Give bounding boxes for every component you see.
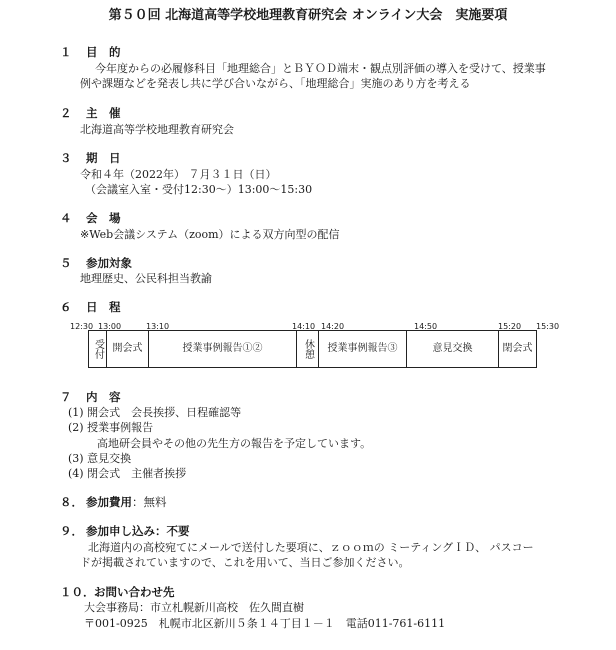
section-4-line-1: ※Web会議システム（zoom）による双方向型の配信 <box>80 228 340 241</box>
section-7-label: 内 容 <box>86 390 121 404</box>
schedule-cell-discussion: 意見交換 <box>407 331 499 368</box>
section-1-line-2: 例や課題などを発表し共に学び合いながら、「地理総合」実施のあり方を考える <box>80 77 471 90</box>
schedule-time: 15:30 <box>536 322 560 331</box>
section-5-number: ５ <box>60 256 72 270</box>
schedule-time: 14:20 <box>321 322 345 331</box>
content-item: (2) 授業事例報告 <box>68 421 154 434</box>
schedule-cell-opening: 開会式 <box>107 331 149 368</box>
section-6-heading <box>60 300 121 315</box>
section-7-heading <box>60 390 121 405</box>
section-1-line-1: 今年度からの必履修科目「地理総合」とＢＹＯＤ端末・観点別評価の導入を受けて、授業事 <box>95 62 546 75</box>
section-1-label: 目 的 <box>86 45 121 59</box>
section-2-label: 主 催 <box>86 106 121 120</box>
section-3-heading <box>60 151 121 166</box>
content-item: (1) 開会式 会長挨拶、日程確認等 <box>68 406 242 419</box>
section-10-number: １０． <box>60 585 95 599</box>
content-item: (3) 意見交換 <box>68 452 132 465</box>
section-2-number: ２ <box>60 106 72 120</box>
schedule-table <box>88 330 537 368</box>
section-3-label: 期 日 <box>86 151 121 165</box>
section-8-heading <box>60 495 167 510</box>
content-item: (4) 閉会式 主催者挨拶 <box>68 467 187 480</box>
section-6-number: ６ <box>60 300 72 314</box>
section-3-line-1: 令和４年（2022年） ７月３１日（日） <box>80 168 277 181</box>
schedule-cell-report-3: 授業事例報告③ <box>319 331 407 368</box>
section-9-line-1: 北海道内の高校宛てにメールで送付した要項に、ｚｏｏｍの ミーティングＩＤ、 パスコー <box>88 541 534 554</box>
section-10-label: お問い合わせ先 <box>94 585 175 599</box>
schedule-time: 13:10 <box>146 322 170 331</box>
schedule-time: 12:30 <box>70 322 94 331</box>
section-4-label: 会 場 <box>86 211 121 225</box>
schedule-cell-closing: 閉会式 <box>499 331 537 368</box>
section-3-number: ３ <box>60 151 72 165</box>
section-4-number: ４ <box>60 211 72 225</box>
content-item-detail: 高地研会員やその他の先生方の報告を予定しています。 <box>97 437 372 450</box>
section-1-number: １ <box>60 45 72 59</box>
schedule-row <box>89 331 537 368</box>
schedule-time: 15:20 <box>498 322 522 331</box>
section-10-line-2: 〒001-0925 札幌市北区新川５条１４丁目１－１ 電話011-761-6111 <box>84 617 446 630</box>
section-5-heading <box>60 256 132 271</box>
section-2-heading <box>60 106 121 121</box>
schedule-cell-break: 休憩 <box>297 331 319 368</box>
section-8-label: 参加費用 <box>86 495 133 509</box>
section-9-number: ９． <box>60 524 83 538</box>
section-8-value: ：無料 <box>132 495 167 509</box>
section-4-heading <box>60 211 121 226</box>
schedule-time: 14:10 <box>292 322 316 331</box>
schedule-time: 13:00 <box>98 322 122 331</box>
section-3-line-2: （会議室入室・受付12:30～）13:00～15:30 <box>85 183 313 196</box>
section-1-heading <box>60 45 121 60</box>
section-10-heading <box>60 585 175 600</box>
section-5-line-1: 地理歴史、公民科担当教諭 <box>80 272 212 285</box>
section-5-label: 参加対象 <box>86 256 133 270</box>
schedule-cell-reports-1-2: 授業事例報告①② <box>149 331 297 368</box>
section-7-number: ７ <box>60 390 72 404</box>
document-title: 第５０回 北海道高等学校地理教育研究会 オンライン大会 実施要項 <box>108 8 508 23</box>
section-9-heading <box>60 524 190 539</box>
section-9-line-2: ドが掲載されていますので、これを用いて、当日ご参加ください。 <box>80 556 410 569</box>
schedule-cell-reception: 受付 <box>89 331 107 368</box>
section-9-label: 参加申し込み：不要 <box>86 524 190 538</box>
section-2-line-1: 北海道高等学校地理教育研究会 <box>80 123 234 136</box>
schedule-time: 14:50 <box>414 322 438 331</box>
section-10-line-1: 大会事務局：市立札幌新川高校 佐久間直樹 <box>84 601 304 614</box>
section-6-label: 日 程 <box>86 300 121 314</box>
section-8-number: ８． <box>60 495 83 509</box>
